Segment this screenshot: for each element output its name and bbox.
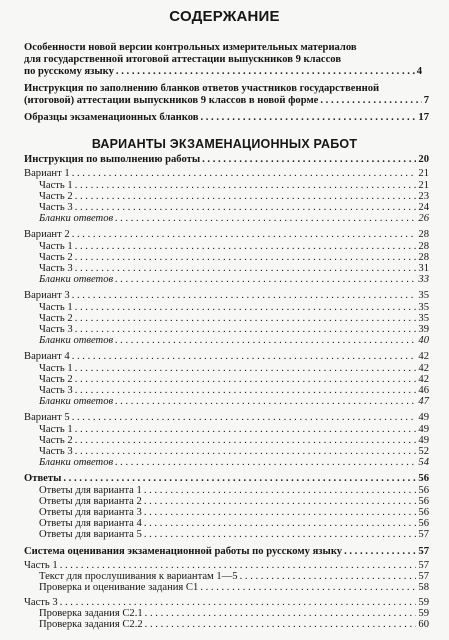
page-number: 40 [418,335,429,346]
toc-entry-text: Ответы [24,473,62,484]
page-number: 49 [418,412,429,423]
dot-leader [75,385,417,396]
toc-entry[interactable] [24,229,429,240]
toc-entry[interactable] [24,597,429,608]
toc-intro-item3-text: Образцы экзаменационных бланков [24,112,199,123]
dot-leader [75,446,417,457]
page-number: 46 [418,385,429,396]
page-number: 42 [418,374,429,385]
toc-entry-text: Часть 3 [39,385,73,396]
page-number: 35 [418,313,429,324]
dot-leader [144,518,417,529]
page-number: 59 [418,597,429,608]
toc-intro-item2-text: (итоговой) аттестации выпускников 9 классов в новой форме [24,95,319,106]
dot-leader [202,154,416,165]
toc-entry-text: Вариант 2 [24,229,70,240]
dot-leader [75,252,417,263]
toc-entry[interactable] [39,335,429,346]
page-number: 54 [418,457,429,468]
toc-entry[interactable] [39,446,429,457]
page-number: 58 [418,582,429,593]
page-number: 31 [418,263,429,274]
dot-leader [75,424,417,435]
page-number: 28 [418,241,429,252]
page-number: 57 [418,529,429,540]
dot-leader [344,546,416,557]
toc-entry[interactable] [39,252,429,263]
dot-leader [72,168,417,179]
page-number: 57 [418,546,429,557]
page-number: 7 [423,95,429,106]
toc-entry[interactable] [39,180,429,191]
toc-entry-text: Проверка задания С2.1 [39,608,143,619]
toc-entry-text: Часть 1 [39,180,73,191]
toc-entry-text: Ответы для варианта 2 [39,496,142,507]
dot-leader [115,457,416,468]
page-number: 49 [418,424,429,435]
toc-entry-text: Часть 1 [39,424,73,435]
dot-leader [200,112,416,123]
toc-entry-text: Часть 3 [24,597,58,608]
page-number: 21 [418,168,429,179]
dot-leader [115,274,416,285]
toc-entry-text: Бланки ответов [39,396,114,407]
toc-entry-text: Текст для прослушивания к вариантам 1—5 [39,571,238,582]
toc-entry[interactable] [39,374,429,385]
toc-entry[interactable] [39,435,429,446]
toc-entry[interactable] [24,168,429,179]
toc-entry[interactable] [39,457,429,468]
toc-entry-text: Проверка и оценивание задания С1 [39,582,199,593]
toc-entry[interactable] [39,529,429,540]
dot-leader [72,412,417,423]
toc-entry[interactable] [39,608,429,619]
toc-entry-text: Часть 3 [39,324,73,335]
page-number: 52 [418,446,429,457]
toc-entry-text: Часть 2 [39,252,73,263]
toc-entry[interactable] [39,213,429,224]
page-number: 4 [416,66,422,77]
page-number: 42 [418,351,429,362]
toc-entry-text: Ответы для варианта 3 [39,507,142,518]
dot-leader [75,363,417,374]
toc-entry-text: Ответы для варианта 1 [39,485,142,496]
toc-entry[interactable] [24,412,429,423]
page-title: СОДЕРЖАНИЕ [169,8,280,25]
toc-entry[interactable] [24,290,429,301]
dot-leader [75,191,417,202]
dot-leader [72,229,417,240]
page-number: 56 [418,496,429,507]
toc-entry-text: Часть 1 [39,302,73,313]
toc-intro-item2[interactable] [24,95,429,106]
toc-entry[interactable] [39,241,429,252]
dot-leader [144,485,417,496]
page-number: 28 [418,252,429,263]
page-number: 28 [418,229,429,240]
dot-leader [75,313,417,324]
page-number: 59 [418,608,429,619]
dot-leader [115,396,416,407]
toc-entry[interactable] [39,385,429,396]
page-number: 56 [418,485,429,496]
toc-entry-text: Вариант 4 [24,351,70,362]
toc-entry[interactable] [39,313,429,324]
page-number: 57 [418,560,429,571]
toc-entry[interactable] [39,582,429,593]
dot-leader [75,324,417,335]
toc-entry-text: Проверка задания С2.2 [39,619,143,630]
toc-entry-text: Бланки ответов [39,274,114,285]
dot-leader [72,351,417,362]
toc-entry-text: Ответы для варианта 5 [39,529,142,540]
dot-leader [75,180,417,191]
dot-leader [145,608,417,619]
dot-leader [240,571,417,582]
page-number: 42 [418,363,429,374]
toc-intro-item1[interactable] [24,66,422,77]
dot-leader [75,263,417,274]
dot-leader [144,496,417,507]
section-title: ВАРИАНТЫ ЭКЗАМЕНАЦИОННЫХ РАБОТ [91,137,358,151]
dot-leader [63,473,416,484]
toc-entry[interactable] [39,507,429,518]
toc-entry-text: Часть 2 [39,374,73,385]
page-number: 35 [418,302,429,313]
dot-leader [115,335,416,346]
page-number: 60 [418,619,429,630]
toc-entry[interactable] [39,485,429,496]
toc-entry[interactable] [39,496,429,507]
toc-entry[interactable] [39,396,429,407]
toc-entry-text: Бланки ответов [39,213,114,224]
toc-entry[interactable] [24,351,429,362]
intro-item2-line1: Инструкция по заполнению бланков ответов участников государственной [24,83,380,94]
toc-entry[interactable] [39,191,429,202]
dot-leader [116,66,415,77]
page-number: 49 [418,435,429,446]
toc-entry[interactable] [39,518,429,529]
toc-entry[interactable] [24,154,429,165]
toc-entry[interactable] [39,363,429,374]
toc-entry[interactable] [39,202,429,213]
dot-leader [60,560,417,571]
page-number: 24 [418,202,429,213]
toc-entry-text: Часть 2 [39,191,73,202]
dot-leader [75,202,417,213]
dot-leader [75,241,417,252]
toc-entry-text: Часть 3 [39,446,73,457]
page-number: 17 [418,112,429,123]
dot-leader [145,619,417,630]
toc-entry-text: Часть 1 [24,560,58,571]
dot-leader [200,582,416,593]
dot-leader [144,507,417,518]
toc-entry-text: Часть 3 [39,263,73,274]
toc-entry[interactable] [39,274,429,285]
toc-entry[interactable] [24,473,429,484]
toc-entry[interactable] [39,424,429,435]
page-number: 21 [418,180,429,191]
dot-leader [320,95,421,106]
page-number: 20 [418,154,429,165]
toc-entry-text: Часть 2 [39,313,73,324]
toc-entry-text: Бланки ответов [39,457,114,468]
toc-entry-text: Бланки ответов [39,335,114,346]
toc-entry[interactable] [24,560,429,571]
toc-entry-text: Часть 1 [39,241,73,252]
toc-entry-text: Часть 3 [39,202,73,213]
toc-entry-text: Часть 2 [39,435,73,446]
toc-entry[interactable] [39,571,429,582]
toc-entry-text: Вариант 5 [24,412,70,423]
page-number: 47 [418,396,429,407]
page-number: 35 [418,290,429,301]
page-number: 57 [418,571,429,582]
page-number: 39 [418,324,429,335]
toc-entry-text: Инструкция по выполнению работы [24,154,201,165]
toc-intro-item3[interactable] [24,112,429,123]
toc-intro-item1-text: по русскому языку [24,66,114,77]
dot-leader [75,302,417,313]
toc-entry-text: Вариант 1 [24,168,70,179]
dot-leader [75,435,417,446]
toc-entry[interactable] [39,324,429,335]
dot-leader [72,290,417,301]
toc-entry-text: Вариант 3 [24,290,70,301]
intro-item1-line2: для государственной итоговой аттестации выпускников 9 классов [24,54,342,65]
toc-entry-text: Часть 1 [39,363,73,374]
page-number: 26 [418,213,429,224]
dot-leader [60,597,417,608]
page-number: 56 [418,518,429,529]
dot-leader [144,529,417,540]
toc-entry[interactable] [39,619,429,630]
page-number: 33 [418,274,429,285]
toc-entry[interactable] [24,546,429,557]
toc-entry-text: Ответы для варианта 4 [39,518,142,529]
page-number: 56 [418,507,429,518]
page-number: 56 [418,473,429,484]
dot-leader [115,213,416,224]
toc-entry[interactable] [39,302,429,313]
toc-entry[interactable] [39,263,429,274]
page-number: 23 [418,191,429,202]
toc-entry-text: Система оценивания экзаменационной работы по русскому языку [24,546,343,557]
dot-leader [75,374,417,385]
intro-item1-line1: Особенности новой версии контрольных измерительных материалов [24,42,357,53]
